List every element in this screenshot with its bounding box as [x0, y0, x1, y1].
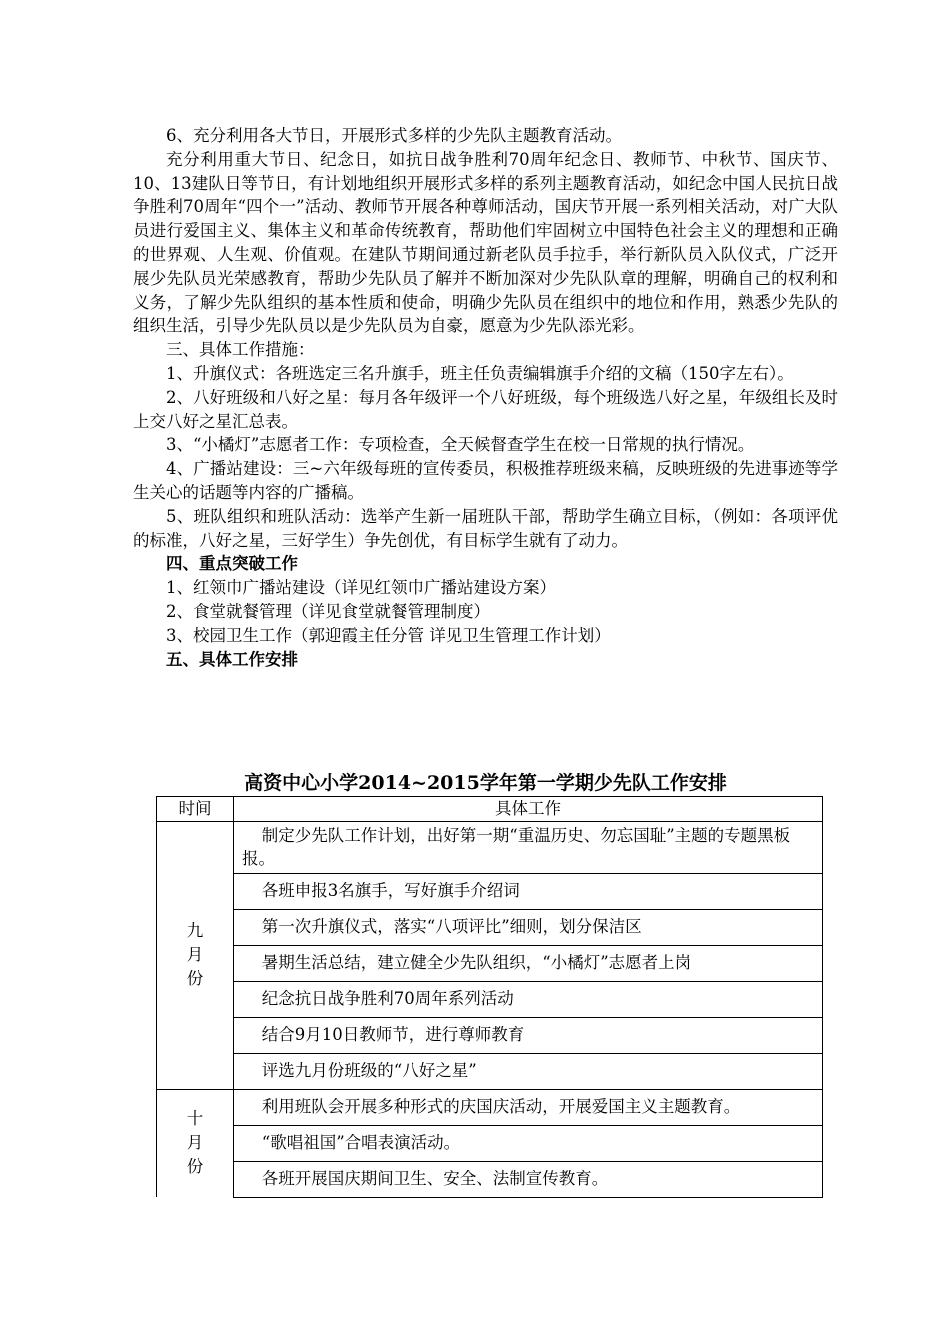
schedule-title: 高资中心小学2014~2015学年第一学期少先队工作安排 — [244, 772, 727, 794]
section-heading-4: 四、重点突破工作 — [166, 554, 298, 574]
paragraph-7: 4、广播站建设：三~六年级每班的宣传委员，积极推荐班级来稿，反映班级的先进事迹等学生关心的话题等内容的广播稿。 — [133, 459, 838, 502]
table-row — [157, 945, 823, 981]
table-row — [157, 909, 823, 945]
paragraph-5: 2、八好班级和八好之星：每月各年级评一个八好班级，每个班级选八好之星，年级组长及时上交八好之星汇总表。 — [133, 387, 838, 431]
table-row — [157, 821, 823, 873]
paragraph-11: 2、食堂就餐管理（详见食堂就餐管理制度） — [166, 601, 490, 621]
schedule-table — [156, 796, 823, 1198]
schedule-item: 利用班队会开展多种形式的庆国庆活动，开展爱国主义主题教育。 — [234, 1089, 823, 1125]
paragraph-12: 3、校园卫生工作（郭迎霞主任分管 详见卫生管理工作计划） — [166, 625, 611, 645]
schedule-item: 第一次升旗仪式，落实“八项评比”细则，划分保洁区 — [234, 909, 823, 945]
schedule-item: 纪念抗日战争胜利70周年系列活动 — [234, 981, 823, 1017]
paragraph-8: 5、班队组织和班队活动：选举产生新一届班队干部，帮助学生确立目标，（例如：各项评优的标准，八好之星，三好学生）争先创优，有目标学生就有了动力。 — [133, 506, 838, 550]
schedule-item: 各班开展国庆期间卫生、安全、法制宣传教育。 — [234, 1161, 823, 1197]
header-work: 具体工作 — [234, 797, 823, 822]
month-september: 九 月 份 — [157, 821, 234, 1089]
schedule-item: 各班申报3名旗手，写好旗手介绍词 — [234, 873, 823, 909]
table-row — [157, 1017, 823, 1053]
paragraph-4: 1、升旗仪式：各班选定三名升旗手，班主任负责编辑旗手介绍的文稿（150字左右）。 — [166, 363, 794, 383]
schedule-item: 暑期生活总结，建立健全少先队组织，“小橘灯”志愿者上岗 — [234, 945, 823, 981]
schedule-item: 结合9月10日教师节，进行尊师教育 — [234, 1017, 823, 1053]
schedule-item: 制定少先队工作计划，出好第一期“重温历史、勿忘国耻”主题的专题黑板报。 — [234, 821, 823, 873]
paragraph-10: 1、红领巾广播站建设（详见红领巾广播站建设方案） — [166, 578, 556, 598]
paragraph-2: 充分利用重大节日、纪念日，如抗日战争胜利70周年纪念日、教师节、中秋节、国庆节、10、13建队日等节日，有计划地组织开展形式多样的系列主题教育活动，如纪念中国人民抗日战争胜利70周年“四个一”活动、教师节开展各种尊师活动，国庆节开展一系列相关活动，对广大队员进行爱国主义、集体主义和革命传统教育，帮助他们牢固树立中国特色社会主义的理想和正确的世界观、人生观、价值观。在建队节期间通过新老队员手拉手，举行新队员入队仪式，广泛开展少先队员光荣感教育，帮助少先队员了解并不断加深对少先队队章的理解，明确自己的权利和义务，了解少先队组织的基本性质和使命，明确少先队员在组织中的地位和作用，熟悉少先队的组织生活，引导少先队员以是少先队员为自豪，愿意为少先队添光彩。 — [133, 149, 838, 336]
table-row — [157, 1125, 823, 1161]
table-row — [157, 1161, 823, 1197]
table-row — [157, 981, 823, 1017]
schedule-item: “歌唱祖国”合唱表演活动。 — [234, 1125, 823, 1161]
document-body — [133, 124, 838, 671]
section-heading-5: 五、具体工作安排 — [166, 649, 298, 669]
month-october: 十 月 份 — [157, 1089, 234, 1197]
schedule-item: 评选九月份班级的“八好之星” — [234, 1053, 823, 1089]
section-heading-3: 三、具体工作措施： — [166, 340, 315, 360]
header-time: 时间 — [157, 797, 234, 822]
table-row — [157, 1089, 823, 1125]
table-row — [157, 873, 823, 909]
table-row — [157, 1053, 823, 1089]
table-header-row — [157, 797, 823, 822]
paragraph-1: 6、充分利用各大节日，开展形式多样的少先队主题教育活动。 — [166, 126, 622, 145]
paragraph-6: 3、“小橘灯”志愿者工作：专项检查，全天候督查学生在校一日常规的执行情况。 — [166, 435, 755, 455]
